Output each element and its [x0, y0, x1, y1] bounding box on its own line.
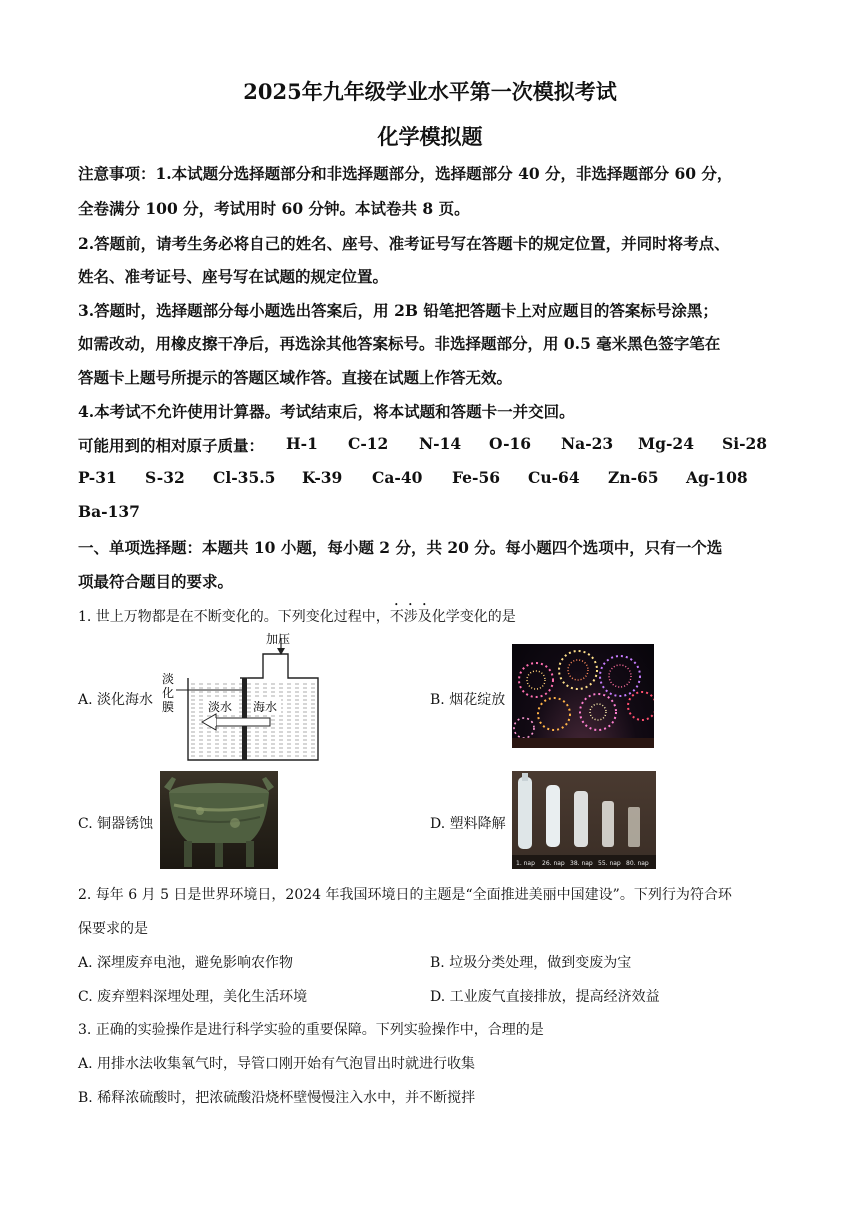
atomic-mass-item: Cl-35.5 — [213, 468, 276, 487]
atomic-mass-item: Fe-56 — [452, 468, 501, 487]
atomic-mass-item: N-14 — [419, 434, 462, 453]
plastic-caption-2: 26. nap — [542, 860, 565, 867]
section-1-heading-cont: 项最符合题目的要求。 — [78, 572, 234, 591]
bronze-vessel-image — [160, 771, 278, 869]
plastic-caption-1: 1. nap — [516, 860, 535, 867]
plastic-caption-5: 80. nap — [626, 860, 649, 867]
notes-line-3: 2.答题前，请考生务必将自己的姓名、座号、准考证号写在答题卡的规定位置，并同时将考点、 — [78, 234, 730, 253]
atomic-mass-item: H-1 — [286, 434, 318, 453]
q2-stem-cont: 保要求的是 — [78, 921, 148, 937]
section-1-heading: 一、单项选择题：本题共 10 小题，每小题 2 分，共 20 分。每小题四个选项中，只有一个选 — [78, 538, 723, 557]
fresh-water-label: 淡水 — [208, 700, 233, 714]
exam-title: 2025年九年级学业水平第一次模拟考试 — [243, 79, 617, 104]
notes-line-6: 如需改动，用橡皮擦干净后，再选涂其他答案标号。非选择题部分，用 0.5 毫米黑色签字笔在 — [78, 334, 721, 353]
desalination-diagram — [158, 630, 324, 762]
q2-stem: 2. 每年 6 月 5 日是世界环境日，2024 年我国环境日的主题是“全面推进美丽中国建设”。下列行为符合环 — [78, 887, 732, 903]
notes-line-5: 3.答题时，选择题部分每小题选出答案后，用 2B 铅笔把答题卡上对应题目的答案标号涂黑； — [78, 301, 718, 320]
q1-emphasis: 不涉及 — [389, 609, 432, 625]
notes-line-8: 4.本考试不允许使用计算器。考试结束后，将本试题和答题卡一并交回。 — [78, 402, 575, 421]
atomic-mass-label: 可能用到的相对原子质量： — [78, 436, 265, 455]
q2-option-a: A. 深埋废弃电池，避免影响农作物 — [78, 955, 294, 971]
atomic-mass-item: Ag-108 — [686, 468, 748, 487]
q2-option-d: D. 工业废气直接排放，提高经济效益 — [430, 989, 660, 1005]
atomic-mass-item: Na-23 — [561, 434, 614, 453]
atomic-mass-row-1 — [0, 434, 860, 454]
atomic-mass-row-3: Ba-137 — [78, 502, 140, 521]
atomic-mass-item: Mg-24 — [638, 434, 694, 453]
fireworks-image — [512, 644, 654, 748]
atomic-mass-item: Zn-65 — [608, 468, 659, 487]
q1-stem: 1. 世上万物都是在不断变化的。下列变化过程中，不涉及化学变化的是 — [78, 609, 516, 625]
atomic-mass-item: Si-28 — [722, 434, 768, 453]
exam-subtitle: 化学模拟题 — [377, 124, 483, 149]
atomic-mass-item: Cu-64 — [528, 468, 580, 487]
pressure-label: 加压 — [266, 632, 291, 646]
q2-option-b: B. 垃圾分类处理，做到变废为宝 — [430, 955, 632, 971]
membrane-label-3: 膜 — [162, 700, 175, 714]
membrane-label-2: 化 — [162, 686, 175, 700]
plastic-degradation-image — [512, 771, 656, 869]
q1-option-b: B. 烟花绽放 — [430, 692, 506, 708]
atomic-mass-item: K-39 — [302, 468, 343, 487]
atomic-mass-item: Ca-40 — [372, 468, 423, 487]
q3-option-a: A. 用排水法收集氧气时，导管口刚开始有气泡冒出时就进行收集 — [78, 1056, 476, 1072]
plastic-caption-4: 55. nap — [598, 860, 621, 867]
notes-line-2: 全卷满分 100 分，考试用时 60 分钟。本试卷共 8 页。 — [78, 199, 470, 218]
q1-option-d: D. 塑料降解 — [430, 816, 506, 832]
q1-option-a: A. 淡化海水 — [78, 692, 154, 708]
atomic-mass-item: P-31 — [78, 468, 117, 487]
notes-line-1: 注意事项：1.本试题分选择题部分和非选择题部分，选择题部分 40 分，非选择题部分 60 分， — [78, 164, 733, 183]
atomic-mass-item: O-16 — [489, 434, 532, 453]
notes-line-7: 答题卡上题号所提示的答题区域作答。直接在试题上作答无效。 — [78, 368, 513, 387]
plastic-caption-3: 38. nap — [570, 860, 593, 867]
sea-water-label: 海水 — [253, 700, 278, 714]
atomic-mass-row-2 — [0, 468, 860, 488]
q2-option-c: C. 废弃塑料深埋处理，美化生活环境 — [78, 989, 308, 1005]
q3-stem: 3. 正确的实验操作是进行科学实验的重要保障。下列实验操作中，合理的是 — [78, 1022, 544, 1038]
atomic-mass-item: C-12 — [348, 434, 389, 453]
q1-option-c: C. 铜器锈蚀 — [78, 816, 154, 832]
q3-option-b: B. 稀释浓硫酸时，把浓硫酸沿烧杯壁慢慢注入水中，并不断搅拌 — [78, 1090, 476, 1106]
membrane-label-1: 淡 — [162, 672, 175, 686]
atomic-mass-item: S-32 — [145, 468, 185, 487]
notes-line-4: 姓名、准考证号、座号写在试题的规定位置。 — [78, 267, 389, 286]
